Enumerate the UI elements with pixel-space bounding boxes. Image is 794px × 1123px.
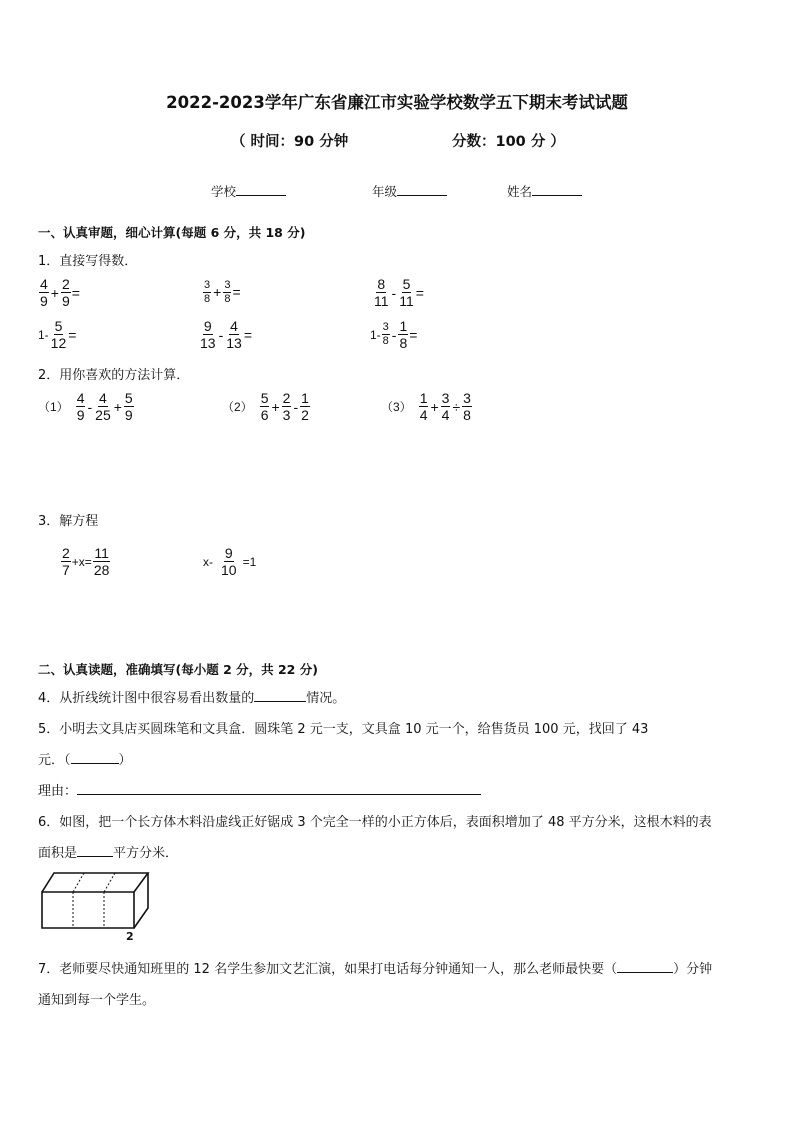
- q1-item-4: 1- $\frac{5}{12}$ =: [38, 318, 77, 352]
- school-label: 学校: [211, 184, 237, 199]
- name-blank[interactable]: [532, 183, 582, 196]
- question-7-line2: 通知到每一个学生。: [38, 993, 156, 1008]
- q1-item-6: 1- 3 8 - $\frac{1}{8}$ =: [370, 318, 418, 352]
- name-label: 姓名: [507, 184, 533, 199]
- grade-label: 年级: [372, 184, 398, 199]
- school-field[interactable]: [211, 182, 286, 200]
- school-blank[interactable]: [236, 183, 286, 196]
- cuboid-top-face: [42, 873, 148, 892]
- q1-item-5: 9 13 - $\frac{4}{13}$ =: [200, 318, 253, 352]
- question-2-label: 2．用你喜欢的方法计算．: [38, 368, 190, 383]
- q2-expr-2: （2） 5 6 + $\frac{2}{3}$ - 1 2: [222, 390, 309, 424]
- cuboid-front-face: [42, 892, 134, 928]
- grade-field[interactable]: [372, 182, 447, 200]
- q2-expr-1: （1） 4 9 - 4 25 + $\frac{5}{9}$: [38, 390, 133, 424]
- cuboid-figure: [38, 868, 158, 940]
- section1-heading: 一、认真审题，细心计算(每题 6 分，共 18 分): [38, 225, 306, 240]
- section2-heading: 二、认真读题，准确填写(每小题 2 分，共 22 分): [38, 662, 318, 677]
- question-7-line1: 7．老师要尽快通知班里的 12 名学生参加文艺汇演，如果打电话每分钟通知一人，那么老师最快要（ ）分钟: [38, 962, 713, 977]
- q7-answer-blank[interactable]: [617, 960, 673, 973]
- q3-equation-2: x- $\frac{9}{10}$ =1: [203, 545, 257, 579]
- q1-item-3: 8 11 - $\frac{5}{11}$ =: [374, 276, 424, 310]
- question-6-line2: 面积是 平方分米．: [38, 846, 179, 861]
- q1-item-2: 3 8 + $\frac{3}{8}$ =: [204, 279, 241, 305]
- question-4: 4．从折线统计图中很容易看出数量的 情况。: [38, 691, 346, 706]
- q5-reason-blank[interactable]: [77, 782, 481, 795]
- question-5-line2: 元．（ ）: [38, 753, 132, 768]
- page-title: 2022-2023学年广东省廉江市实验学校数学五下期末考试试题: [166, 93, 628, 112]
- q2-expr-3: （3） 1 4 + $\frac{3}{4}$ ÷ $\frac{3}{8}$: [381, 390, 471, 424]
- question-1-label: 1．直接写得数．: [38, 254, 138, 269]
- q5-answer-blank[interactable]: [71, 751, 119, 764]
- time-limit: （ 时间：90 分钟: [231, 134, 349, 150]
- question-6-line1: 6．如图，把一个长方体木料沿虚线正好锯成 3 个完全一样的小正方体后，表面积增加了 48 平方分米，这根木料的表: [38, 815, 712, 830]
- question-5-line1: 5．小明去文具店买圆珠笔和文具盒．圆珠笔 2 元一支，文具盒 10 元一个，给售货员 100 元，找回了 43: [38, 722, 649, 737]
- figure-dimension-label: 2: [126, 930, 134, 943]
- q4-answer-blank[interactable]: [254, 689, 306, 702]
- q3-equation-1: 2 7 +x= $\frac{11}{28}$: [62, 545, 110, 579]
- question-5-reason: 理由：: [38, 780, 481, 799]
- q1-item-1: 4 9 + $\frac{2}{9}$ =: [40, 276, 80, 310]
- total-score: 分数：100 分 ）: [452, 134, 565, 150]
- question-3-label: 3．解方程: [38, 514, 99, 529]
- cut-line-1-top: [73, 873, 84, 892]
- name-field[interactable]: [507, 182, 582, 200]
- q6-answer-blank[interactable]: [77, 844, 113, 857]
- cut-line-2-top: [104, 873, 115, 892]
- grade-blank[interactable]: [397, 183, 447, 196]
